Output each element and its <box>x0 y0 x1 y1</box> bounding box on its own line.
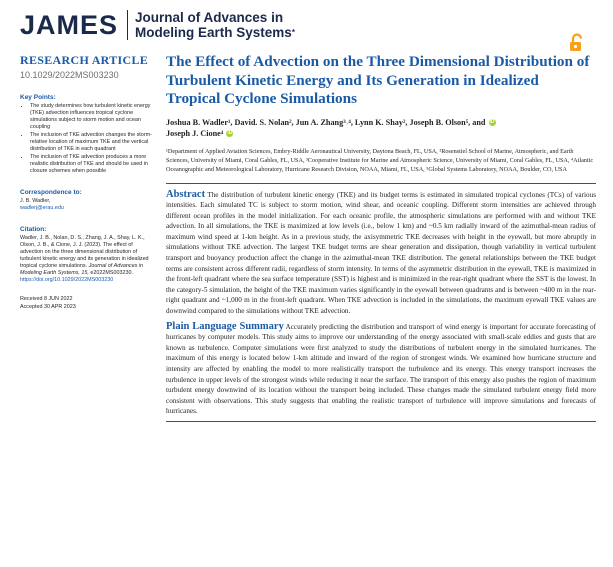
logo-divider <box>127 10 128 40</box>
key-point: • The study determines how turbulent kinetic energy (TKE) advection influences tropical cyclone simulations subject to storm motion and ocean coupling <box>30 103 155 131</box>
abstract-heading: Abstract <box>166 188 206 200</box>
abstract-text: The distribution of turbulent kinetic energy (TKE) and its budget terms is estimated in simulated tropical cyclones (TCs) of various intensities. Each simulated TC is subject to storm motion, wind shear, and oceanic coupling. Different storm intensities are achieved through different ocean profiles in the model initialization. For each oceanic profile, the atmospheric simulations are performed with and without TKE advection. In all simulations, the TKE is maximized at low levels (i.e., below 1 km) and ~0.5 km radially inward of the azimuthal-mean radius of maximum wind speed at 1-km height. As in a previous study, the axisymmetric TKE decreases with height in the eyewall, but more abruptly in simulations without TKE advection. The largest TKE budget terms are shear generation and dissipation, though variability in vertical turbulent transport and buoyancy production affect the change in the azimuthal-mean TKE distribution. The general relationships between the TKE budget terms are consistent across different radii, regardless of storm intensity. In terms of the asymmetric distribution in the eyewall, TKE is maximized in the front-left quadrant where the sea surface temperature (SST) is highest and is minimized in the rear-right quadrant where the SST is the lowest. In the category-5 simulation, the height of the TKE maximum varies significantly in the eyewall between quadrants and is between ~400 m in the rear-right quadrant and ~1,000 m in the front-left quadrant. When TKE advection is included in the simulations, the maximum eyewall TKE values are downwind compared to the simulations without TKE advection. <box>166 190 596 316</box>
article-dates <box>20 296 155 311</box>
citation-heading: Citation: <box>20 226 47 233</box>
orcid-icon[interactable]: iD <box>489 119 495 126</box>
journal-name <box>135 10 295 40</box>
accepted-date: Accepted 30 APR 2023 <box>20 303 76 310</box>
key-point: • The inclusion of TKE advection produces a more realistic distribution of TKE and should be used in closure schemes when possible <box>30 154 155 175</box>
journal-name-line2: Modeling Earth Systems <box>135 25 292 40</box>
article-main <box>166 53 596 422</box>
open-lock-icon <box>567 33 587 53</box>
affiliations: ¹Department of Applied Aviation Sciences, Embry-Riddle Aeronautical University, Daytona Beach, FL, USA, ²Rosenstiel School of Marine, Atmospheric, and Earth Sciences, University of Miami, Coral Gables, FL, USA, ³Cooperative Institute for Marine and Atmospheric Science, University of Miami, Coral Gables, FL, USA, ⁴Atlantic Oceanographic and Meteorological Laboratory, Hurricane Research Division, NOAA, Miami, FL, USA, ⁵Global Systems Laboratory, NOAA, Boulder, CO, USA <box>166 147 594 173</box>
citation-text: Wadler, J. B., Nolan, D. S., Zhang, J. A., Shay, L. K., Olson, J. B., & Cione, J. J. (2023). The effect of advection on the three dimensional distribution of turbulent kinetic energy and its generation in idealized tropical cyclone simulations. <box>20 235 149 269</box>
article-title: The Effect of Advection on the Three Dimensional Distribution of Turbulent Kinetic Energy and Its Generation in Idealized Tropical Cyclone Simulations <box>166 53 590 107</box>
article-type: RESEARCH ARTICLE <box>20 53 149 67</box>
citation-block <box>20 235 155 284</box>
citation-journal: Journal of Advances in Modeling Earth Systems, 15, <box>20 263 143 276</box>
journal-header <box>20 8 295 42</box>
citation-doi-link[interactable]: https://doi.org/10.1029/2022MS003230 <box>20 277 114 283</box>
authors-line2: Joseph J. Cione⁴ <box>166 128 224 138</box>
key-point: • The inclusion of TKE advection changes the storm-relative location of maximum TKE and the vertical distribution of TKE in each quadrant <box>30 132 155 153</box>
authors-line1: Joshua B. Wadler¹, David. S. Nolan², Jun A. Zhang³˒⁴, Lynn K. Shay², Joseph B. Olson⁵, and <box>166 117 486 127</box>
correspondence-name: J. B. Wadler, <box>20 198 51 204</box>
correspondence-block <box>20 198 155 212</box>
section-divider <box>166 421 596 422</box>
journal-logo: JAMES <box>20 9 119 40</box>
key-points-heading: Key Points: <box>20 94 56 101</box>
plain-language-summary-section <box>166 322 596 417</box>
journal-name-line1: Journal of Advances in <box>135 10 284 25</box>
correspondence-email-link[interactable]: wadlerj@erau.edu <box>20 205 64 211</box>
section-divider <box>166 183 596 184</box>
received-date: Received 8 JUN 2022 <box>20 296 73 302</box>
article-doi: 10.1029/2022MS003230 <box>20 70 119 80</box>
pls-text: Accurately predicting the distribution and transport of wind energy is important for accurate forecasting of hurricanes by computer models. This study aims to improve our understanding of the energy associated with small-scale eddies and gusts that are known as turbulence. Computer simulations were first analyzed to study the distributions of turbulent energy in the simulated hurricanes. The maximum of this energy is located below 1-km altitude and inward of the region of strongest winds. We examined how hurricane structure and intensity are affected by enabling the model to more realistically transport the turbulence and its energy. This energy transport increases the turbulence in upper levels of the strongest winds while reducing it near the surface. The transport of this energy also pushes the region of maximum turbulent energy downwind of its location without the transport being included. These changes made the simulated turbulent energy field more consistent with observations. This study suggests that enabling the realistic transport of turbulence will improve simulations and forecasts of hurricanes. <box>166 322 596 416</box>
citation-id: e2022MS003230. <box>90 270 133 276</box>
correspondence-heading: Correspondence to: <box>20 189 82 196</box>
pls-heading: Plain Language Summary <box>166 320 284 332</box>
orcid-icon[interactable]: iD <box>227 130 233 137</box>
author-list <box>166 117 596 139</box>
sidebar <box>20 53 155 311</box>
journal-reg-mark: * <box>291 28 295 37</box>
key-points-list <box>20 103 155 175</box>
abstract-section <box>166 190 596 317</box>
